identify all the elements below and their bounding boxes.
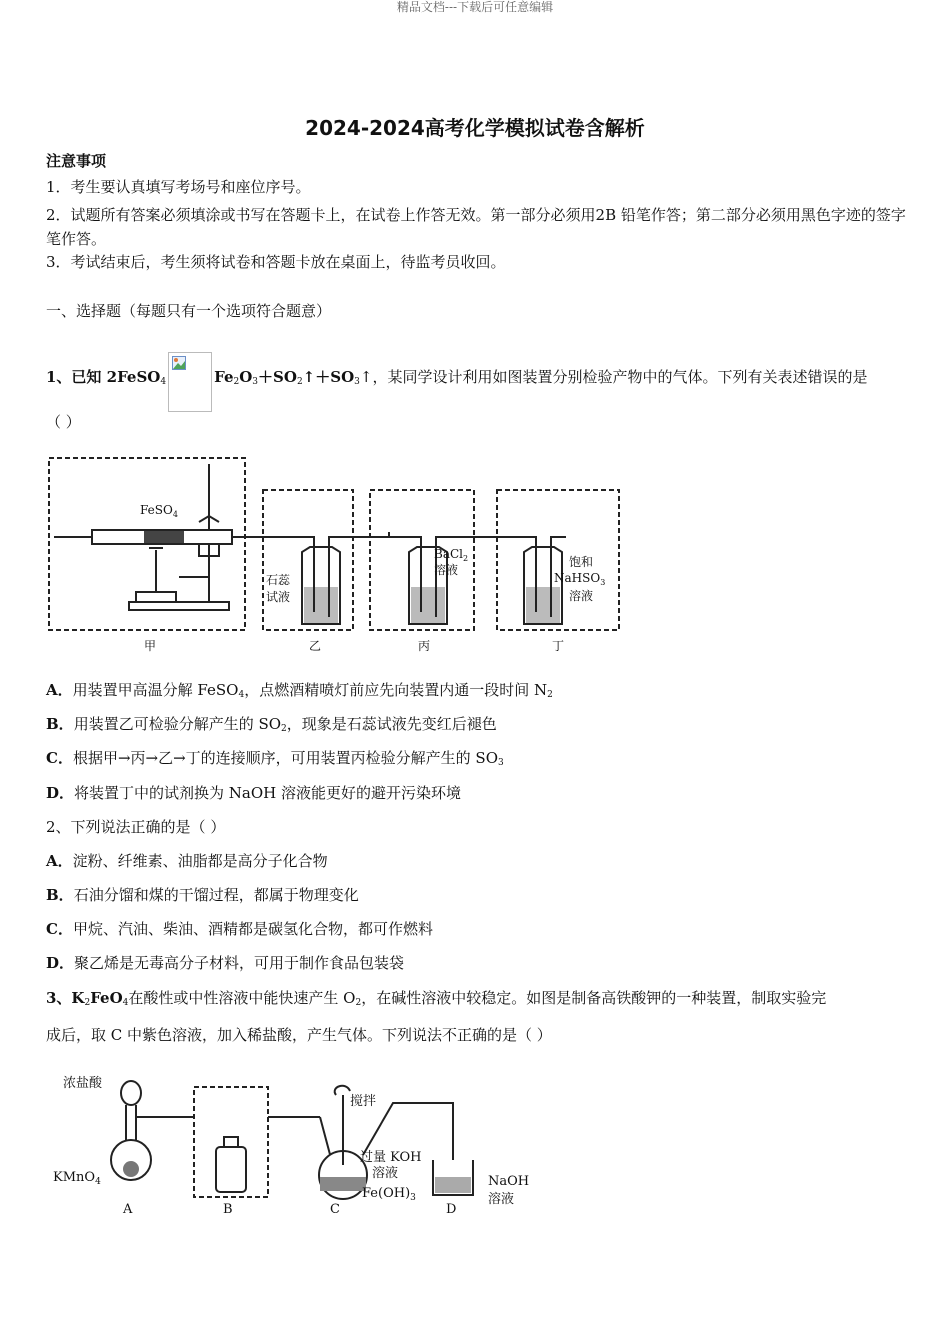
label-nahso3-solution: 溶液 [569,589,594,603]
label-stir: 搅拌 [350,1094,377,1109]
q3-o2-sub: 2 [355,998,362,1008]
option-sub: 2 [547,690,553,700]
section-heading: 一、选择题（每题只有一个选项符合题意） [46,302,332,320]
q3-k-sub: 2 [84,998,91,1008]
q2-option-b [46,886,359,904]
label-shirui-2: 试液 [266,590,291,604]
notice-item-3: 3．考试结束后，考生须将试卷和答题卡放在桌面上，待监考员收回。 [46,253,506,271]
label-d: D [446,1202,457,1217]
q1-eq-o-sub: 3 [252,377,259,387]
label-shirui-1: 石蕊 [266,573,291,587]
label-naoh: NaOH [488,1174,530,1189]
option-text: ，现象是石蕊试液先变红后褪色 [286,715,497,733]
label-bacl2: BaCl$_2$ [434,547,469,563]
option-letter: C． [46,920,73,938]
label-nahso3-saturated: 饱和 [569,555,594,569]
notice-item-2: 2．试题所有答案必须填涂或书写在答题卡上，在试卷上作答无效。第一部分必须用2B 铅笔作答；第二部分必须用黑色字迹的签字笔作答。 [46,206,906,248]
label-c: C [330,1202,340,1217]
label-ding: 丁 [552,639,565,653]
q3-text-b: ，在碱性溶液中较稳定。如图是制备高铁酸钾的一种装置，制取实验完 [361,989,827,1007]
option-letter: A． [46,852,73,870]
label-naoh-solution: 溶液 [488,1192,515,1207]
option-letter: A． [46,681,73,699]
q1-option-b [46,715,497,738]
label-jia: 甲 [144,639,157,653]
label-bacl2-solution: 溶液 [434,563,459,577]
option-text: 用装置乙可检验分解产生的 SO [73,715,282,733]
label-conc-hcl: 浓盐酸 [63,1076,103,1091]
q1-stem [46,352,867,412]
broken-image-icon [168,352,212,412]
label-nahso3: NaHSO$_3$ [554,571,606,587]
q1-option-a [46,681,553,704]
label-feso4: FeSO$_4$ [140,503,178,519]
q2-option-a [46,852,328,870]
q2-option-d [46,954,404,972]
option-sub: 2 [281,724,287,734]
q3-k: 3、K [46,989,85,1007]
q3-stem-line2: 成后，取 C 中紫色溶液，加入稀盐酸，产生气体。下列说法不正确的是（ ） [46,1026,552,1044]
q1-eq-so3-sub: 3 [354,377,360,387]
q1-prefix: 1、已知 2FeSO [46,368,161,386]
option-text: 聚乙烯是无毒高分子材料，可用于制作食品包装袋 [74,954,405,972]
q3-stem-line1 [46,989,826,1012]
option-text: ，点燃酒精喷灯前应先向装置内通一段时间 N [244,681,548,699]
notice-item-1: 1．考生要认真填写考场号和座位序号。 [46,178,311,196]
option-text: 将装置丁中的试剂换为 NaOH 溶液能更好的避开污染环境 [74,784,462,802]
q1-suffix: ↑，某同学设计利用如图装置分别检验产物中的气体。下列有关表述错误的是 [359,368,868,386]
q1-option-c [46,749,504,772]
label-b: B [223,1202,233,1217]
label-bing: 丙 [418,639,431,653]
q1-eq-fe: Fe [214,368,234,386]
label-yi: 乙 [309,639,322,653]
option-text: 淀粉、纤维素、油脂都是高分子化合物 [72,852,328,870]
q1-option-d [46,784,461,802]
label-kmno4: KMnO$_4$ [53,1170,101,1187]
q1-eq-so2: ＋SO [258,368,297,386]
q1-prefix-sub: 4 [160,377,167,387]
q1-apparatus-figure [44,452,634,657]
notice-heading: 注意事项 [46,152,107,170]
q3-apparatus-figure [48,1065,548,1225]
option-text: 根据甲→丙→乙→丁的连接顺序，可用装置丙检验分解产生的 SO [72,749,499,767]
option-letter: C． [46,749,73,767]
q1-eq-o: O [239,368,253,386]
q3-text-a: 在酸性或中性溶液中能快速产生 O [128,989,356,1007]
q3-feo: FeO [90,989,123,1007]
q3-feo-sub: 4 [122,998,129,1008]
option-sub: 3 [498,758,504,768]
q1-answer-bracket: （ ） [46,413,81,431]
label-a: A [123,1202,133,1217]
q1-eq-so3: ↑＋SO [302,368,355,386]
q1-eq-fe-sub: 2 [233,377,240,387]
label-koh-solution: 溶液 [372,1166,399,1181]
option-sub: 4 [238,690,245,700]
option-text: 石油分馏和煤的干馏过程，都属于物理变化 [73,886,359,904]
label-koh: 过量 KOH [360,1150,422,1165]
option-letter: B． [46,886,74,904]
option-letter: D． [46,784,75,802]
q2-stem: 2、下列说法正确的是（ ） [46,818,226,836]
option-letter: B． [46,715,74,733]
option-text: 用装置甲高温分解 FeSO [72,681,239,699]
label-feoh3: $Fe(OH)_3$ [362,1186,416,1203]
document-title: 2024-2024高考化学模拟试卷含解析 [305,116,645,140]
option-letter: D． [46,954,75,972]
q2-option-c [46,920,433,938]
q1-eq-so2-sub: 2 [296,377,303,387]
document-watermark-note: 精品文档---下载后可任意编辑 [396,0,554,14]
option-text: 甲烷、汽油、柴油、酒精都是碳氢化合物，都可作燃料 [72,920,433,938]
